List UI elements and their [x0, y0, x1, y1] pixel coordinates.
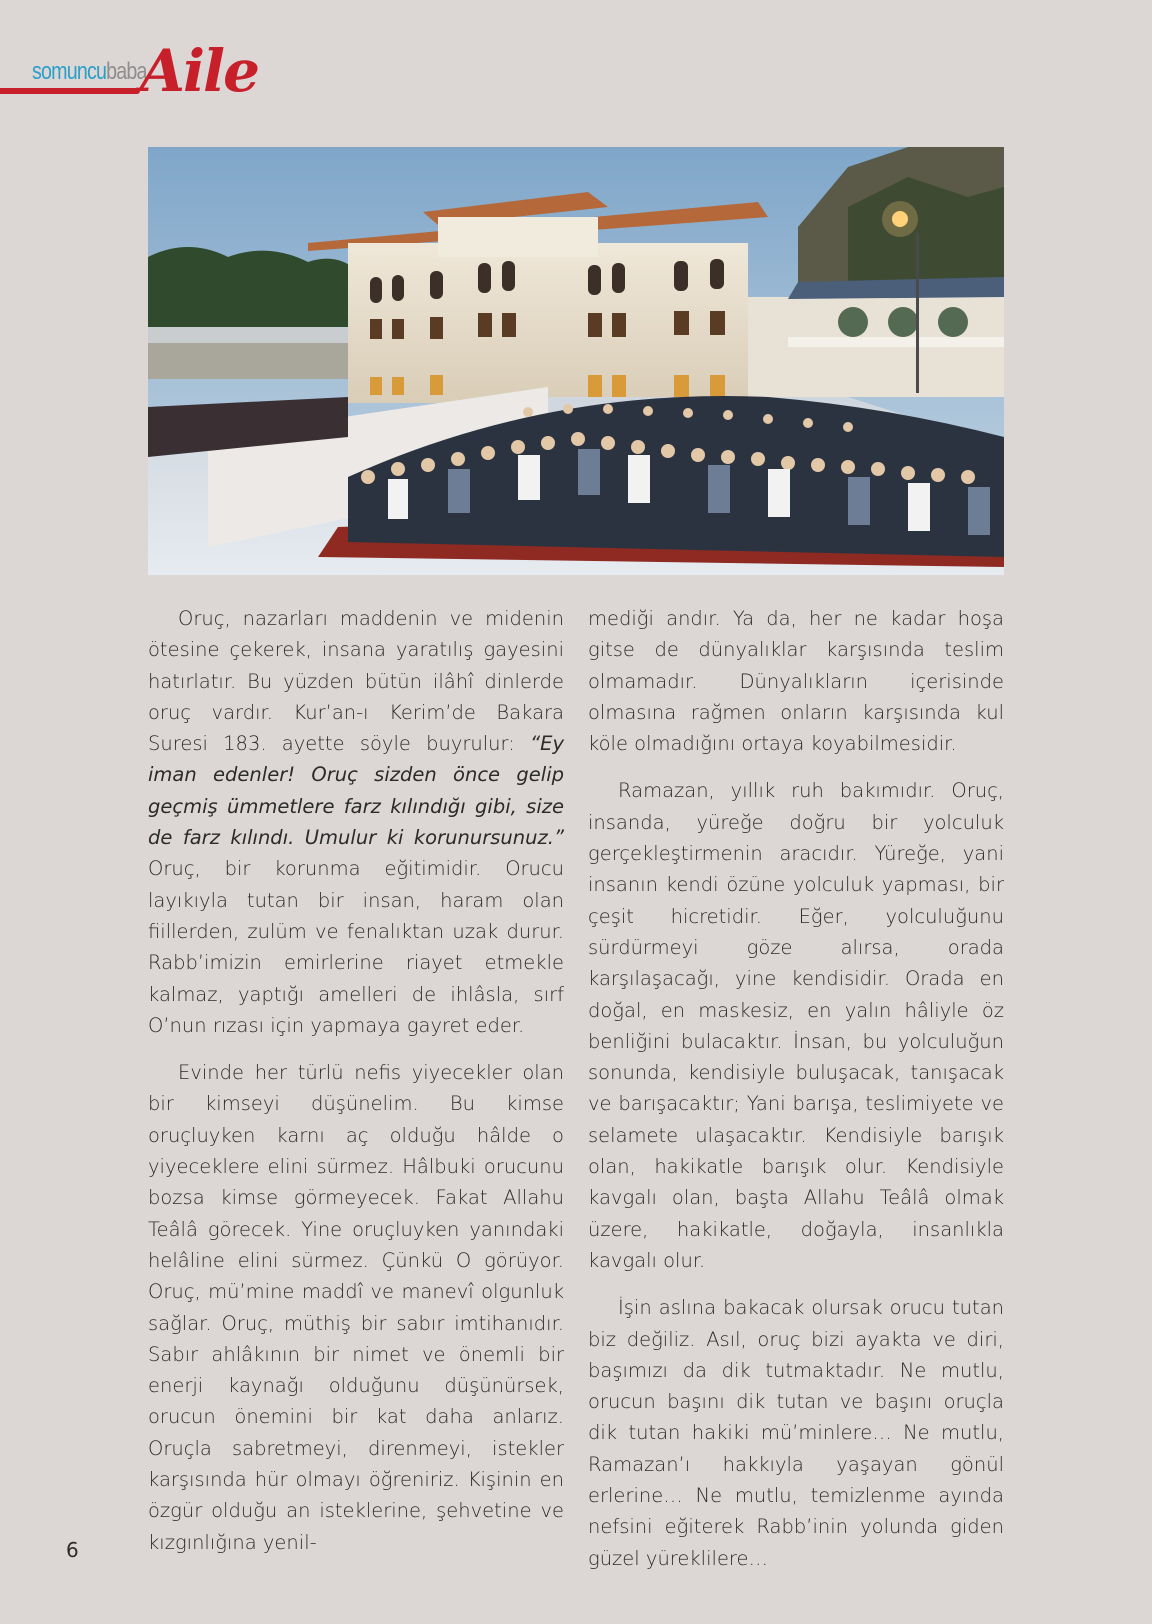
left-column [148, 603, 564, 1590]
quran-quote: “Ey iman edenler! Oruç sizden önce gelip geçmiş ümmetlere farz kılındığı gibi, size de farz kılındı. Umulur ki korunursunuz.” [148, 732, 564, 850]
brand-script-title: Aile [140, 37, 258, 105]
brand-logo [32, 60, 147, 84]
paragraph: Ramazan, yıllık ruh bakımıdır. Oruç, insanda, yüreğe doğru bir yolculuk gerçekleştirmenin aracıdır. Yüreğe, yani insanın kendi özüne yolculuk yapması, bir çeşit hicretidir. Eğer, yolculuğunu sürdürmeyi göze alırsa, orada karşılaşacağı, yine kendisidir. Orada en doğal, en maskesiz, en yalın hâliyle öz benliğini bulacaktır. İnsan, bu yolculuğun sonunda, kendisiyle buluşacak, tanışacak ve barışacaktır; Yani barışa, teslimiyete ve selamete ulaşacaktır. Kendisiyle barışık olan, hakikatle barışık olur. Kendisiyle kavgalı olan, başta Allahu Teâlâ olmak üzere, hakikatle, doğayla, insanlıkla kavgalı olur. [588, 779, 1004, 1272]
paragraph-text: Oruç, nazarları maddenin ve midenin ötesine çekerek, insana yaratılış gayesini hatırlatır. Bu yüzden bütün ilâhî dinlerde oruç vardır. Kur’an-ı Kerim’de Bakara Suresi 183. ayette söyle buyrulur: [148, 607, 564, 756]
paragraph [148, 603, 564, 1041]
page-number: 6 [66, 1538, 79, 1562]
paragraph-continued: mediği andır. Ya da, her ne kadar hoşa gitse de dünyalıklar karşısında teslim olmamadır. Dünyalıkların içerisinde olmasına rağmen onların karşısında kul köle olmadığını ortaya koyabilmesidir. [588, 607, 1004, 756]
paragraph: İşin aslına bakacak olursak orucu tutan biz değiliz. Asıl, oruç bizi ayakta ve diri, başımızı da dik tutmaktadır. Ne mutlu, orucun başını dik tutan ve başını oruçla dik tutan hakiki mü’minlere… Ne mutlu, Ramazan’ı hakkıyla yaşayan gönül erlerine… Ne mutlu, temizlenme ayında nefsini eğiterek Rabb’inin yolunda giden güzel yüreklilere… [588, 1296, 1004, 1570]
header-red-bar [0, 88, 140, 94]
right-column [588, 603, 1004, 1590]
paragraph-text: Oruç, bir korunma eğitimidir. Orucu layıkıyla tutan bir insan, haram olan fiillerden, zulüm ve fenalıktan uzak durur. Rabb’imizin emirlerine riayet etmekle kalmaz, yaptığı amelleri de ihlâsla, sırf O’nun rızası için yapmaya gayret eder. [148, 857, 564, 1037]
brand-part2: baba [106, 58, 147, 85]
paragraph: Evinde her türlü nefis yiyecekler olan bir kimseyi düşünelim. Bu kimse oruçluyken karnı aç olduğu hâlde o yiyeceklere elini sürmez. Hâlbuki orucunu bozsa kimse görmeyecek. Fakat Allahu Teâlâ görecek. Yine oruçluyken yanındaki helâline elini sürmez. Çünkü O görüyor. Oruç, mü’mine maddî ve manevî olgunluk sağlar. Oruç, müthiş bir sabır imtihanıdır. Sabır ahlâkının bir nimet ve önemli bir enerji kaynağı olduğunu düşünürsek, orucun önemini bir kat daha anlarız. Oruçla sabretmeyi, direnmeyi, istekler karşısında hür olmayı öğreniriz. Kişinin en özgür olduğu an isteklerine, şehvetine ve kızgınlığına yenil- [148, 1061, 564, 1554]
article-body [148, 603, 1004, 1590]
magazine-header [0, 36, 260, 116]
brand-part1: somuncu [32, 58, 107, 85]
article-photo [148, 147, 1004, 575]
